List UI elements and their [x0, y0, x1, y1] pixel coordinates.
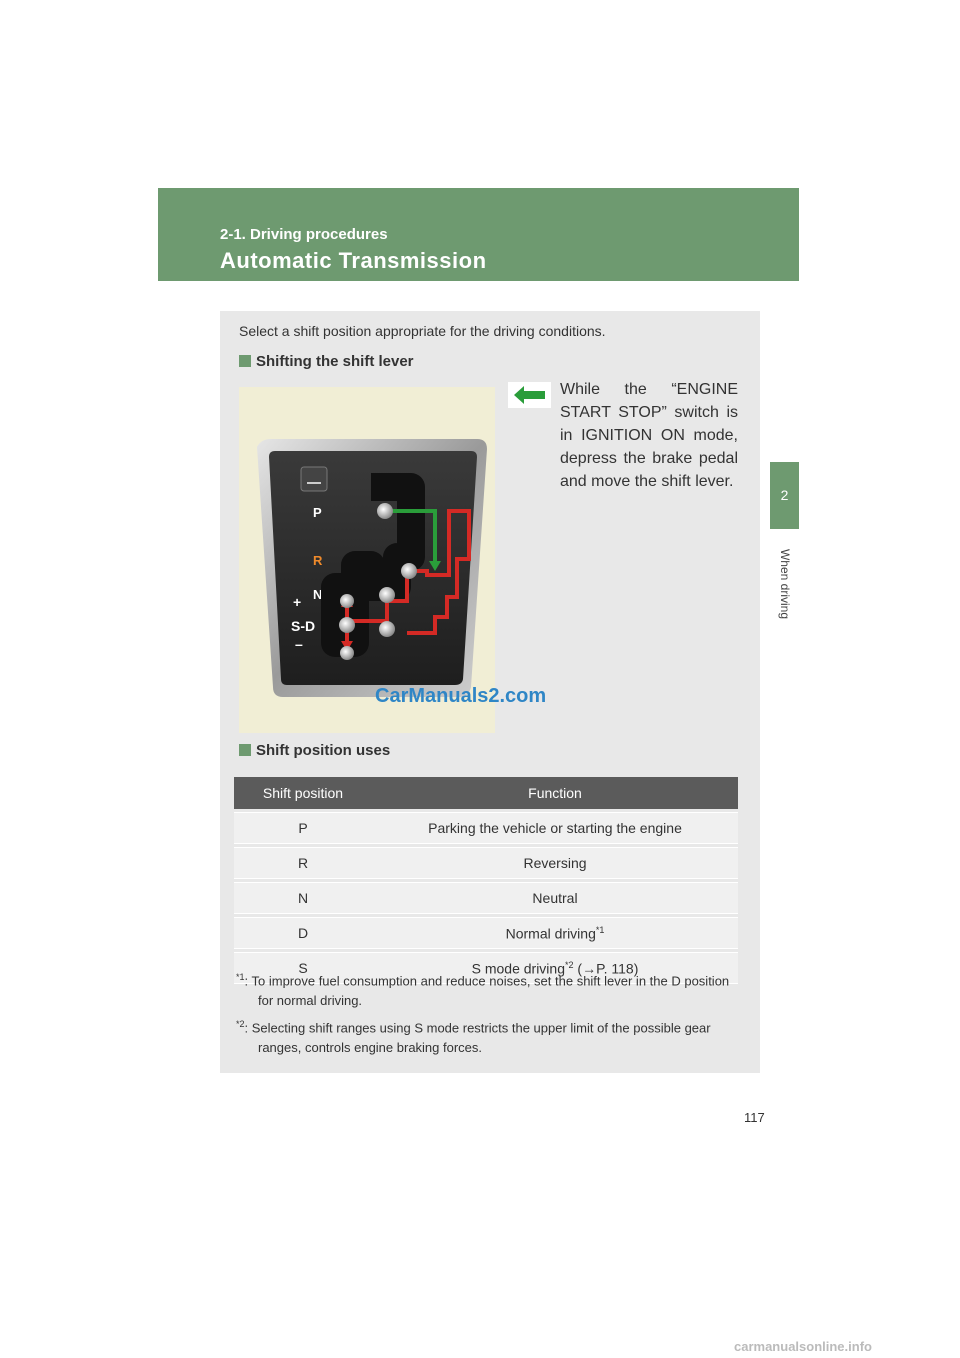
arrow-box — [508, 382, 551, 408]
chapter-label-text: When driving — [777, 548, 792, 620]
cell-position: P — [234, 812, 372, 844]
page-reference: (→P. 118) — [573, 960, 639, 977]
footnote-text: : To improve fuel consumption and reduce noises, set the shift lever in the D position for normal driving. — [244, 973, 730, 1009]
table-row — [234, 812, 738, 844]
cell-position: D — [234, 917, 372, 949]
knob-minus — [340, 646, 354, 660]
image-watermark: CarManuals2.com — [375, 685, 547, 707]
knob-n — [379, 587, 395, 603]
gate-label-plus: + — [293, 594, 302, 610]
content-box — [220, 311, 760, 1073]
footnote-ref: *1 — [595, 924, 605, 935]
subhead-shifting — [239, 353, 414, 370]
lock-button-icon — [301, 467, 327, 491]
cell-function: Parking the vehicle or starting the engine — [372, 812, 738, 844]
chapter-label — [770, 534, 799, 634]
cell-function: Neutral — [372, 882, 738, 914]
cell-function — [372, 917, 738, 949]
cell-position: N — [234, 882, 372, 914]
square-bullet-icon — [239, 355, 251, 367]
square-bullet-icon — [239, 744, 251, 756]
subhead-uses — [239, 742, 390, 759]
gate-label-minus: – — [295, 636, 303, 652]
section-label: 2-1. Driving procedures — [220, 226, 388, 243]
cell-function: Reversing — [372, 847, 738, 879]
table-header-row — [234, 777, 738, 809]
footnote-mark: *1 — [236, 972, 245, 982]
table-row — [234, 847, 738, 879]
footer-watermark: carmanualsonline.info — [734, 1339, 872, 1354]
page-number: 117 — [744, 1110, 765, 1125]
header-shift-position: Shift position — [234, 777, 372, 809]
knob-plus — [340, 594, 354, 608]
page-title: Automatic Transmission — [220, 248, 487, 273]
footnote-text: : Selecting shift ranges using S mode restricts the upper limit of the possible gear ranges, controls engine braking forces. — [244, 1020, 711, 1056]
function-text: Normal driving — [505, 925, 596, 942]
subhead-uses-text: Shift position uses — [256, 742, 391, 759]
section-header — [158, 188, 799, 281]
footnote-2 — [236, 1014, 740, 1058]
shift-gate-photo — [239, 387, 495, 733]
shift-position-table — [234, 774, 738, 987]
gate-label-sd: S-D — [291, 618, 316, 634]
cell-position: R — [234, 847, 372, 879]
shift-gate-illustration — [239, 387, 495, 733]
footnote-ref: *2 — [565, 959, 574, 970]
footnote-1 — [236, 967, 740, 1011]
chapter-tab: 2 — [770, 462, 799, 529]
cell-position: S — [234, 952, 372, 984]
gate-label-p: P — [313, 505, 322, 520]
instruction-text: While the “ENGINE START STOP” switch is in IGNITION ON mode, depress the brake pedal and move the shift lever. — [560, 381, 738, 490]
gate-label-r: R — [313, 553, 323, 568]
left-arrow-icon — [508, 382, 551, 408]
gate-label-n: N — [313, 587, 323, 602]
subhead-shifting-text: Shifting the shift lever — [256, 353, 414, 370]
knob-r — [401, 563, 417, 579]
table-row — [234, 917, 738, 949]
knob-d — [379, 621, 395, 637]
header-function: Function — [372, 777, 738, 809]
knob-p — [377, 503, 393, 519]
knob-s — [339, 617, 355, 633]
function-text: S mode driving — [471, 960, 565, 977]
table-row — [234, 882, 738, 914]
footnote-mark: *2 — [236, 1019, 245, 1029]
intro-text: Select a shift position appropriate for the driving conditions. — [239, 323, 606, 339]
